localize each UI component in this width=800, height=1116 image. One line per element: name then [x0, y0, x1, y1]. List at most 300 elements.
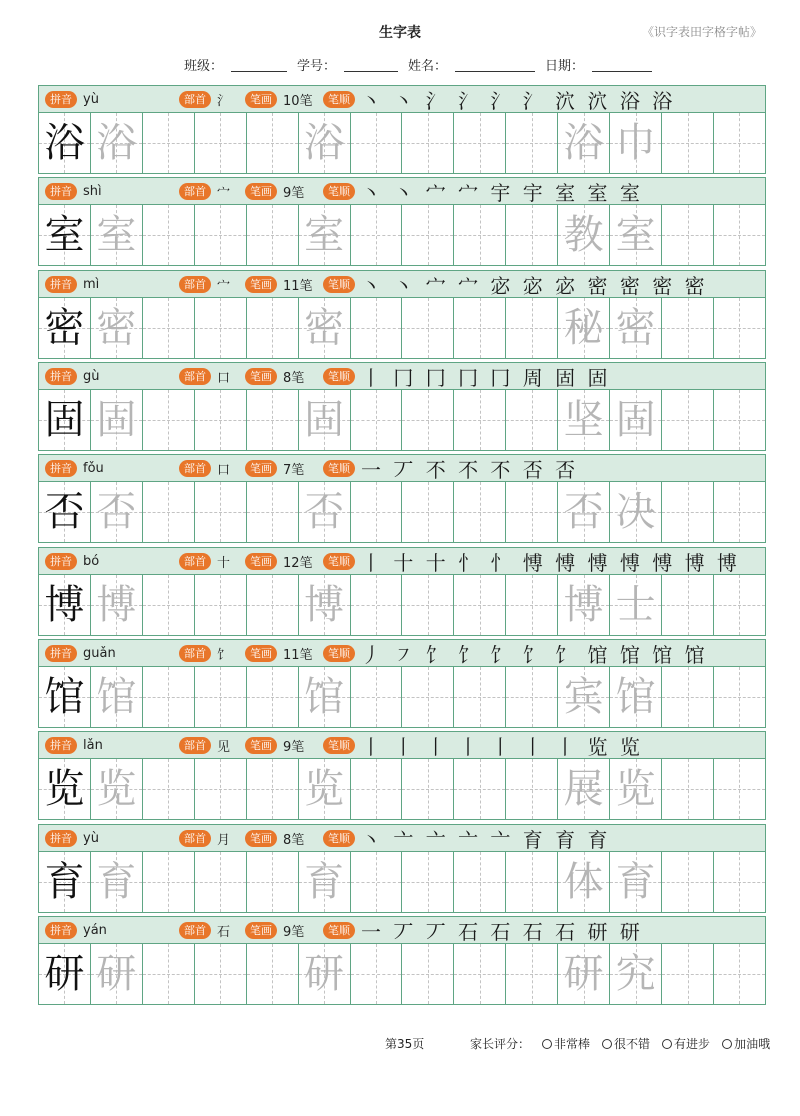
radical-value: 氵 [217, 94, 231, 109]
radical-value: 口 [217, 463, 231, 479]
strokes-tag: 笔画 [245, 91, 277, 108]
stroke-order-tag: 笔顺 [323, 183, 355, 200]
practice-cell[interactable] [506, 113, 558, 173]
entry-header [38, 824, 766, 852]
practice-cell[interactable] [91, 759, 143, 819]
stroke-order-tag: 笔顺 [323, 830, 355, 847]
practice-cell[interactable] [39, 298, 91, 358]
practice-cell[interactable] [506, 944, 558, 1004]
pinyin-value: yán [83, 923, 107, 939]
practice-cell[interactable] [610, 482, 662, 542]
strokes-tag: 笔画 [245, 553, 277, 570]
practice-cell[interactable] [351, 390, 403, 450]
rating-option-label: 加油哦 [734, 1037, 771, 1051]
strokes-value: 11笔 [283, 278, 313, 294]
practice-cell[interactable] [662, 298, 714, 358]
strokes-tag: 笔画 [245, 830, 277, 847]
practice-cell[interactable] [91, 667, 143, 727]
strokes-value: 8笔 [283, 371, 305, 387]
practice-cell[interactable] [351, 944, 403, 1004]
practice-cell[interactable] [610, 205, 662, 265]
practice-cell[interactable] [558, 575, 610, 635]
class-blank[interactable] [231, 57, 287, 72]
practice-cell[interactable] [247, 667, 299, 727]
practice-cell[interactable] [299, 113, 351, 173]
practice-cell[interactable] [506, 482, 558, 542]
trace-character: 决 [615, 489, 656, 536]
radical-tag: 部首 [179, 553, 211, 570]
strokes-tag: 笔画 [245, 645, 277, 662]
practice-cell[interactable] [247, 113, 299, 173]
trace-character: 研 [96, 951, 137, 998]
practice-cell[interactable] [143, 852, 195, 912]
rating-option-label: 非常棒 [554, 1037, 591, 1051]
rating-option-1[interactable] [542, 1035, 590, 1052]
practice-cell[interactable] [195, 944, 247, 1004]
practice-cell[interactable] [402, 482, 454, 542]
practice-cell[interactable] [714, 205, 765, 265]
model-character: 否 [44, 489, 85, 536]
pinyin-tag: 拼音 [45, 922, 77, 939]
trace-character: 固 [304, 397, 345, 444]
practice-cell[interactable] [714, 390, 765, 450]
radio-circle-icon [602, 1039, 612, 1049]
strokes-value: 11笔 [283, 648, 313, 664]
model-character: 博 [44, 581, 85, 628]
practice-cell[interactable] [454, 390, 506, 450]
stroke-order-tag: 笔顺 [323, 460, 355, 477]
practice-cell[interactable] [299, 205, 351, 265]
trace-character: 室 [615, 212, 656, 259]
practice-cell[interactable] [506, 205, 558, 265]
practice-cell[interactable] [299, 482, 351, 542]
practice-cell[interactable] [662, 205, 714, 265]
practice-cell[interactable] [662, 852, 714, 912]
pinyin-value: fǒu [83, 461, 104, 477]
trace-character: 博 [96, 581, 137, 628]
practice-cell[interactable] [91, 298, 143, 358]
model-character: 馆 [44, 674, 85, 721]
stroke-order: 丶 丶 氵 氵 氵 氵 泬 泬 浴 浴 [361, 89, 676, 113]
entry-header [38, 362, 766, 390]
practice-cell[interactable] [714, 944, 765, 1004]
practice-cell[interactable] [39, 667, 91, 727]
practice-cell[interactable] [662, 482, 714, 542]
trace-character: 展 [563, 766, 604, 813]
pinyin-value: bó [83, 553, 100, 569]
entry-header [38, 177, 766, 205]
rating-option-2[interactable] [602, 1035, 650, 1052]
practice-cell[interactable] [506, 852, 558, 912]
practice-cell[interactable] [402, 667, 454, 727]
pinyin-tag: 拼音 [45, 183, 77, 200]
trace-character: 育 [96, 858, 137, 905]
model-character: 育 [44, 858, 85, 905]
entry-header [38, 454, 766, 482]
practice-cell[interactable] [143, 944, 195, 1004]
practice-cell[interactable] [402, 944, 454, 1004]
strokes-value: 8笔 [283, 832, 305, 848]
model-character: 览 [44, 766, 85, 813]
stroke-order: 丶 亠 亠 亠 亠 育 育 育 [361, 827, 611, 852]
practice-cell[interactable] [610, 575, 662, 635]
character-entry [38, 639, 766, 730]
class-label: 班级： [184, 59, 224, 74]
rating-option-3[interactable] [662, 1035, 710, 1052]
practice-cell[interactable] [558, 759, 610, 819]
practice-cell[interactable] [195, 205, 247, 265]
practice-cell[interactable] [299, 575, 351, 635]
trace-character: 馆 [615, 674, 656, 721]
practice-cell[interactable] [610, 390, 662, 450]
practice-cell[interactable] [299, 852, 351, 912]
character-entry [38, 177, 766, 268]
practice-cell[interactable] [91, 575, 143, 635]
rating-label: 家长评分： [470, 1037, 531, 1051]
practice-cell[interactable] [714, 575, 765, 635]
trace-character: 究 [615, 951, 656, 998]
student-number-label: 学号： [297, 59, 337, 74]
radio-circle-icon [722, 1039, 732, 1049]
practice-cell[interactable] [195, 113, 247, 173]
practice-cell[interactable] [402, 759, 454, 819]
radio-circle-icon [542, 1039, 552, 1049]
practice-cell[interactable] [143, 390, 195, 450]
practice-cell[interactable] [351, 667, 403, 727]
pinyin-value: lǎn [83, 738, 103, 754]
practice-cell[interactable] [195, 482, 247, 542]
tianzige-grid [38, 758, 766, 820]
practice-cell[interactable] [247, 390, 299, 450]
trace-character: 浴 [96, 120, 137, 166]
practice-cell[interactable] [247, 852, 299, 912]
trace-character: 育 [615, 858, 656, 905]
practice-cell[interactable] [351, 205, 403, 265]
practice-cell[interactable] [714, 667, 765, 727]
radical-value: 石 [217, 925, 231, 941]
practice-cell[interactable] [247, 944, 299, 1004]
stroke-order: 丶 丶 宀 宀 宇 宇 室 室 室 [361, 181, 643, 206]
practice-cell[interactable] [506, 390, 558, 450]
strokes-value: 9笔 [283, 186, 305, 202]
pinyin-value: mì [83, 276, 100, 292]
radical-value: 十 [217, 555, 231, 571]
practice-cell[interactable] [143, 205, 195, 265]
strokes-value: 9笔 [283, 925, 305, 941]
strokes-tag: 笔画 [245, 183, 277, 200]
radical-value: 宀 [217, 278, 231, 294]
strokes-value: 9笔 [283, 740, 305, 756]
practice-cell[interactable] [714, 759, 765, 819]
strokes-tag: 笔画 [245, 368, 277, 385]
practice-cell[interactable] [299, 390, 351, 450]
name-blank[interactable] [455, 57, 535, 72]
trace-character: 室 [96, 212, 137, 259]
radical-tag: 部首 [179, 368, 211, 385]
practice-cell[interactable] [402, 113, 454, 173]
practice-cell[interactable] [714, 482, 765, 542]
practice-cell[interactable] [454, 667, 506, 727]
practice-cell[interactable] [402, 852, 454, 912]
practice-cell[interactable] [558, 113, 610, 173]
practice-cell[interactable] [247, 482, 299, 542]
practice-cell[interactable] [558, 205, 610, 265]
student-info [184, 55, 662, 74]
practice-cell[interactable] [454, 575, 506, 635]
practice-cell[interactable] [610, 113, 662, 173]
trace-character: 馆 [96, 674, 137, 721]
radical-tag: 部首 [179, 276, 211, 293]
pinyin-value: shì [83, 184, 102, 200]
practice-cell[interactable] [39, 575, 91, 635]
practice-cell[interactable] [39, 759, 91, 819]
practice-cell[interactable] [351, 759, 403, 819]
stroke-order-tag: 笔顺 [323, 368, 355, 385]
name-label: 姓名： [408, 59, 448, 74]
radical-tag: 部首 [179, 922, 211, 939]
practice-cell[interactable] [402, 298, 454, 358]
trace-character: 室 [304, 212, 345, 259]
strokes-tag: 笔画 [245, 276, 277, 293]
trace-character: 博 [563, 581, 604, 628]
model-character: 室 [44, 212, 85, 259]
practice-cell[interactable] [143, 482, 195, 542]
tianzige-grid [38, 297, 766, 359]
practice-cell[interactable] [558, 298, 610, 358]
practice-cell[interactable] [143, 575, 195, 635]
trace-character: 巾 [615, 120, 656, 166]
trace-character: 否 [304, 489, 345, 536]
practice-cell[interactable] [351, 575, 403, 635]
pinyin-value: gù [83, 369, 100, 385]
trace-character: 馆 [304, 674, 345, 721]
entry-header [38, 85, 766, 113]
practice-cell[interactable] [91, 113, 143, 173]
trace-character: 固 [96, 397, 137, 444]
radical-tag: 部首 [179, 645, 211, 662]
pinyin-value: yù [83, 92, 99, 107]
trace-character: 体 [563, 858, 604, 905]
practice-cell[interactable] [143, 759, 195, 819]
stroke-order-tag: 笔顺 [323, 276, 355, 293]
trace-character: 否 [96, 489, 137, 536]
practice-cell[interactable] [143, 667, 195, 727]
stroke-order-tag: 笔顺 [323, 737, 355, 754]
tianzige-grid [38, 204, 766, 266]
student-number-blank[interactable] [344, 57, 398, 72]
pinyin-tag: 拼音 [45, 645, 77, 662]
practice-cell[interactable] [91, 205, 143, 265]
pinyin-value: yù [83, 830, 99, 846]
practice-cell[interactable] [402, 390, 454, 450]
practice-cell[interactable] [454, 113, 506, 173]
entry-header [38, 731, 766, 759]
practice-cell[interactable] [506, 575, 558, 635]
practice-cell[interactable] [402, 575, 454, 635]
practice-cell[interactable] [558, 667, 610, 727]
practice-cell[interactable] [39, 944, 91, 1004]
trace-character: 秘 [563, 304, 604, 351]
trace-character: 士 [615, 581, 656, 628]
character-entry [38, 454, 766, 545]
entry-header [38, 639, 766, 667]
character-entry [38, 270, 766, 361]
radical-value: 见 [217, 740, 231, 756]
practice-cell[interactable] [662, 944, 714, 1004]
practice-cell[interactable] [39, 205, 91, 265]
entry-header [38, 916, 766, 944]
practice-cell[interactable] [454, 759, 506, 819]
practice-cell[interactable] [402, 205, 454, 265]
practice-cell[interactable] [558, 482, 610, 542]
practice-cell[interactable] [662, 667, 714, 727]
trace-character: 育 [304, 858, 345, 905]
stroke-order-tag: 笔顺 [323, 645, 355, 662]
series-title: 《识字表田字格字帖》 [641, 25, 762, 39]
practice-cell[interactable] [195, 390, 247, 450]
tianzige-grid [38, 574, 766, 636]
radical-value: 口 [217, 371, 231, 387]
stroke-order: 一 丆 丆 石 石 石 石 研 研 [361, 920, 643, 945]
practice-cell[interactable] [247, 298, 299, 358]
character-entry [38, 362, 766, 453]
stroke-order-tag: 笔顺 [323, 91, 355, 108]
date-blank[interactable] [592, 57, 652, 72]
trace-character: 宾 [563, 674, 604, 721]
page-title: 生字表 [379, 25, 421, 41]
practice-cell[interactable] [610, 944, 662, 1004]
practice-cell[interactable] [558, 944, 610, 1004]
practice-cell[interactable] [506, 667, 558, 727]
practice-cell[interactable] [351, 482, 403, 542]
practice-cell[interactable] [506, 759, 558, 819]
practice-cell[interactable] [454, 944, 506, 1004]
practice-cell[interactable] [91, 852, 143, 912]
practice-cell[interactable] [299, 944, 351, 1004]
practice-cell[interactable] [299, 667, 351, 727]
practice-cell[interactable] [714, 852, 765, 912]
practice-cell[interactable] [91, 482, 143, 542]
practice-cell[interactable] [195, 575, 247, 635]
practice-cell[interactable] [299, 298, 351, 358]
practice-cell[interactable] [143, 298, 195, 358]
pinyin-tag: 拼音 [45, 91, 77, 108]
radical-tag: 部首 [179, 737, 211, 754]
practice-cell[interactable] [454, 205, 506, 265]
radical-tag: 部首 [179, 183, 211, 200]
practice-cell[interactable] [610, 298, 662, 358]
pinyin-tag: 拼音 [45, 830, 77, 847]
practice-cell[interactable] [454, 482, 506, 542]
practice-cell[interactable] [351, 852, 403, 912]
practice-cell[interactable] [39, 390, 91, 450]
practice-cell[interactable] [714, 113, 765, 173]
trace-character: 览 [96, 766, 137, 813]
character-entry [38, 824, 766, 915]
practice-cell[interactable] [610, 759, 662, 819]
model-character: 浴 [44, 120, 85, 166]
strokes-value: 7笔 [283, 463, 305, 479]
practice-cell[interactable] [662, 759, 714, 819]
trace-character: 览 [304, 766, 345, 813]
practice-cell[interactable] [91, 944, 143, 1004]
strokes-value: 12笔 [283, 555, 313, 571]
practice-cell[interactable] [454, 298, 506, 358]
trace-character: 研 [304, 951, 345, 998]
radical-tag: 部首 [179, 460, 211, 477]
practice-cell[interactable] [143, 113, 195, 173]
practice-cell[interactable] [299, 759, 351, 819]
practice-cell[interactable] [558, 390, 610, 450]
practice-cell[interactable] [662, 113, 714, 173]
practice-cell[interactable] [247, 575, 299, 635]
character-entry [38, 916, 766, 1007]
practice-cell[interactable] [351, 113, 403, 173]
character-entry [38, 547, 766, 638]
radical-tag: 部首 [179, 91, 211, 108]
practice-cell[interactable] [610, 667, 662, 727]
pinyin-tag: 拼音 [45, 276, 77, 293]
practice-cell[interactable] [91, 390, 143, 450]
pinyin-tag: 拼音 [45, 737, 77, 754]
practice-cell[interactable] [39, 482, 91, 542]
stroke-order-tag: 笔顺 [323, 922, 355, 939]
practice-cell[interactable] [195, 298, 247, 358]
rating-option-label: 很不错 [614, 1037, 651, 1051]
tianzige-grid [38, 851, 766, 913]
practice-cell[interactable] [351, 298, 403, 358]
pinyin-value: guǎn [83, 646, 116, 662]
practice-cell[interactable] [195, 852, 247, 912]
practice-cell[interactable] [714, 298, 765, 358]
character-entry [38, 85, 766, 176]
practice-cell[interactable] [610, 852, 662, 912]
trace-character: 教 [563, 212, 604, 259]
practice-cell[interactable] [39, 113, 91, 173]
trace-character: 浴 [304, 120, 345, 166]
practice-cell[interactable] [247, 205, 299, 265]
practice-cell[interactable] [454, 852, 506, 912]
practice-cell[interactable] [39, 852, 91, 912]
practice-cell[interactable] [247, 759, 299, 819]
tianzige-grid [38, 389, 766, 451]
strokes-tag: 笔画 [245, 737, 277, 754]
rating-option-4[interactable] [722, 1035, 770, 1052]
practice-cell[interactable] [506, 298, 558, 358]
trace-character: 否 [563, 489, 604, 536]
practice-cell[interactable] [558, 852, 610, 912]
trace-character: 固 [615, 397, 656, 444]
model-character: 研 [44, 951, 85, 998]
stroke-order: 丿 ㇇ 饣 饣 饣 饣 饣 馆 馆 馆 馆 [361, 643, 708, 668]
tianzige-grid [38, 666, 766, 728]
practice-cell[interactable] [662, 575, 714, 635]
practice-cell[interactable] [195, 667, 247, 727]
trace-character: 密 [615, 304, 656, 351]
tianzige-grid [38, 943, 766, 1005]
stroke-order: 丨 冂 冂 冂 冂 周 固 固 [361, 366, 611, 391]
trace-character: 密 [96, 304, 137, 351]
strokes-tag: 笔画 [245, 460, 277, 477]
pinyin-tag: 拼音 [45, 460, 77, 477]
practice-cell[interactable] [662, 390, 714, 450]
practice-cell[interactable] [195, 759, 247, 819]
character-rows [38, 85, 766, 1008]
pinyin-tag: 拼音 [45, 368, 77, 385]
tianzige-grid [38, 112, 766, 174]
parent-rating [470, 1035, 770, 1052]
radical-value: 月 [217, 832, 231, 848]
